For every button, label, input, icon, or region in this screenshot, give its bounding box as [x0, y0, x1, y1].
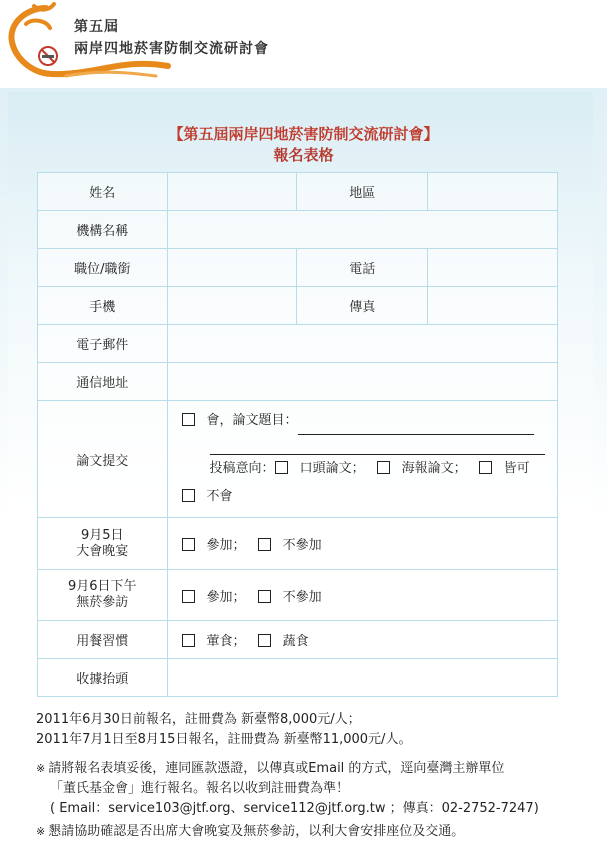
visit-no-checkbox[interactable] [258, 590, 271, 603]
dinner-label-date: 9月5日 [81, 527, 124, 543]
visit-yes-label: 參加； [206, 589, 246, 605]
phone-input[interactable] [428, 249, 558, 287]
row-receipt [38, 659, 558, 697]
address-label: 通信地址 [38, 363, 168, 401]
position-label: 職位/職銜 [38, 249, 168, 287]
row-address [38, 363, 558, 401]
row-position [38, 249, 558, 287]
poster-checkbox[interactable] [377, 461, 390, 474]
veg-label: 蔬食 [282, 634, 309, 649]
region-input[interactable] [428, 173, 558, 211]
poster-label: 海報論文； [401, 461, 467, 476]
row-mobile [38, 287, 558, 325]
reg-note-2: 「董氏基金會」進行報名。報名以收到註冊費為準！ [50, 781, 350, 796]
visit-label-name: 無菸參訪 [76, 595, 129, 610]
visit-no-label: 不參加 [282, 589, 322, 605]
email-label: 電子郵件 [38, 325, 168, 363]
fax-label: 傳真 [297, 287, 428, 325]
form-subtitle: 報名表格 [273, 146, 334, 164]
org-input[interactable] [167, 211, 557, 249]
visit-label-date: 9月6日下午 [68, 579, 137, 594]
fee-early: 2011年6月30日前報名，註冊費為 新臺幣8,000元/人； [36, 712, 361, 727]
oral-checkbox[interactable] [275, 461, 288, 474]
reg-contact: ( Email：service103@jtf.org、service112@jtf.org.tw ；傳真：02-2752-7247) [50, 801, 539, 816]
logo-text-name: 兩岸四地菸害防制交流研討會 [74, 41, 269, 57]
either-label: 皆可 [503, 461, 530, 476]
paper-intent-label: 投稿意向： [209, 461, 275, 476]
fee-late: 2011年7月1日至8月15日報名，註冊費為 新臺幣11,000元/人。 [36, 732, 412, 747]
registration-form [37, 172, 558, 697]
oral-label: 口頭論文； [299, 461, 365, 476]
either-checkbox[interactable] [479, 461, 492, 474]
row-visit [38, 570, 558, 621]
visit-label [38, 570, 168, 621]
paper-will-label: 會，論文題目： [206, 413, 298, 428]
row-org [38, 211, 558, 249]
dinner-no-checkbox[interactable] [258, 538, 271, 551]
dinner-yes-label: 參加； [206, 538, 246, 553]
dinner-options [167, 518, 557, 570]
name-label: 姓名 [38, 173, 168, 211]
meal-label: 用餐習慣 [38, 621, 168, 659]
paper-wont-label: 不會 [206, 489, 233, 504]
name-input[interactable] [167, 173, 297, 211]
mobile-label: 手機 [38, 287, 168, 325]
position-input[interactable] [167, 249, 297, 287]
paper-label: 論文提交 [38, 401, 168, 518]
meat-label: 葷食； [206, 634, 246, 649]
paper-title-input[interactable] [298, 434, 534, 435]
paper-options [167, 401, 557, 518]
registration-notes [36, 759, 539, 819]
confirm-note-text: 懇請協助確認是否出席大會晚宴及無菸參訪，以利大會安排座位及交通。 [48, 824, 465, 839]
dinner-label [38, 518, 168, 570]
header [0, 0, 607, 88]
note-mark-1: ※ [36, 762, 46, 775]
org-label: 機構名稱 [38, 211, 168, 249]
reg-note-1: 請將報名表填妥後，連同匯款憑證，以傳真或Email 的方式，逕向臺灣主辦單位 [48, 761, 505, 776]
paper-will-checkbox[interactable] [182, 413, 195, 426]
visit-yes-checkbox[interactable] [182, 590, 195, 603]
region-label: 地區 [297, 173, 428, 211]
veg-checkbox[interactable] [258, 634, 271, 647]
meal-options [167, 621, 557, 659]
email-input[interactable] [167, 325, 557, 363]
logo-text-edition: 第五屆 [74, 19, 119, 35]
dinner-yes-checkbox[interactable] [182, 538, 195, 551]
phone-label: 電話 [297, 249, 428, 287]
note-mark-2: ※ [36, 825, 46, 838]
row-email [38, 325, 558, 363]
paper-title-input-line2[interactable] [210, 435, 545, 455]
form-title: 【第五屆兩岸四地菸害防制交流研討會】 [168, 125, 439, 143]
visit-options [167, 570, 557, 621]
paper-wont-checkbox[interactable] [182, 489, 195, 502]
mobile-input[interactable] [167, 287, 297, 325]
receipt-label: 收據抬頭 [38, 659, 168, 697]
row-name [38, 173, 558, 211]
fee-notes [36, 710, 411, 750]
dinner-no-label: 不參加 [282, 538, 322, 553]
receipt-input[interactable] [167, 659, 557, 697]
confirm-note [36, 822, 464, 842]
meat-checkbox[interactable] [182, 634, 195, 647]
fax-input[interactable] [428, 287, 558, 325]
row-meal [38, 621, 558, 659]
address-input[interactable] [167, 363, 557, 401]
dinner-label-name: 大會晚宴 [76, 543, 129, 559]
row-paper [38, 401, 558, 518]
row-dinner [38, 518, 558, 570]
